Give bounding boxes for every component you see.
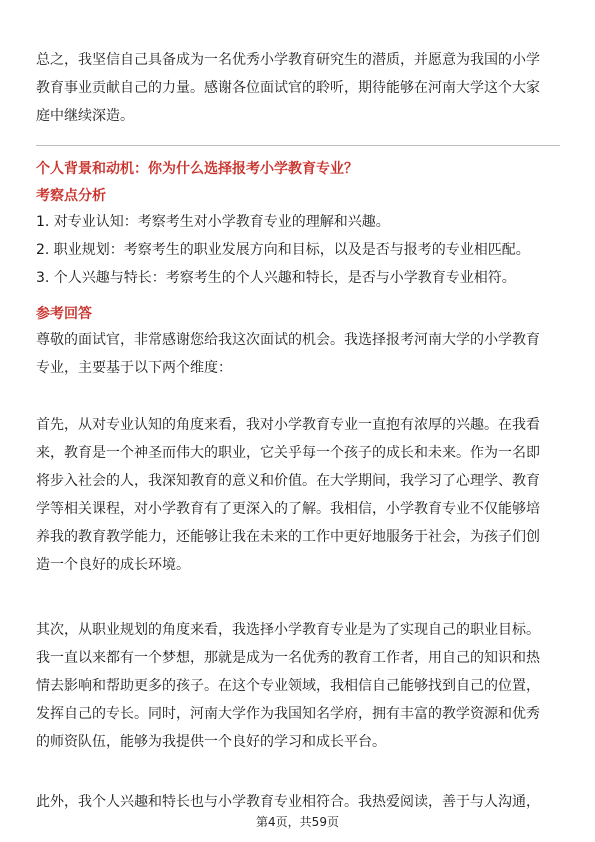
text-line: 总之，我坚信自己具备成为一名优秀小学教育研究生的潜质，并愿意为我国的小学 bbox=[36, 52, 540, 68]
text-line: 发挥自己的专长。同时，河南大学作为我国知名学府，拥有丰富的教学资源和优秀 bbox=[36, 706, 540, 722]
text-line: 其次，从职业规划的角度来看，我选择小学教育专业是为了实现自己的职业目标。 bbox=[36, 622, 540, 638]
text-line: 养我的教育教学能力，还能够让我在未来的工作中更好地服务于社会，为孩子们创 bbox=[36, 529, 540, 545]
answer-paragraph-4 bbox=[36, 788, 560, 816]
analysis-heading: 考察点分析 bbox=[36, 188, 106, 204]
text-line: 来，教育是一个神圣而伟大的职业，它关乎每一个孩子的成长和未来。作为一名即 bbox=[36, 445, 540, 461]
section-divider bbox=[36, 145, 560, 146]
text-line: 的师资队伍，能够为我提供一个良好的学习和成长平台。 bbox=[36, 734, 386, 750]
text-line: 尊敬的面试官，非常感谢您给我这次面试的机会。我选择报考河南大学的小学教育 bbox=[36, 332, 540, 348]
text-line: 首先，从对专业认知的角度来看，我对小学教育专业一直抱有浓厚的兴趣。在我看 bbox=[36, 417, 540, 433]
answer-paragraph-3 bbox=[36, 616, 560, 756]
text-line: 庭中继续深造。 bbox=[36, 108, 134, 124]
text-line: 我一直以来都有一个梦想，那就是成为一名优秀的教育工作者，用自己的知识和热 bbox=[36, 650, 540, 666]
text-line: 专业，主要基于以下两个维度： bbox=[36, 360, 232, 376]
page-number-footer: 第4页，共59页 bbox=[256, 815, 339, 829]
analysis-item: 1. 对专业认知：考察考生对小学教育专业的理解和兴趣。 bbox=[36, 214, 390, 230]
analysis-item: 3. 个人兴趣与特长：考察考生的个人兴趣和特长，是否与小学教育专业相符。 bbox=[36, 270, 516, 286]
answer-heading: 参考回答 bbox=[36, 306, 92, 322]
analysis-list bbox=[36, 208, 560, 292]
question-title: 个人背景和动机：你为什么选择报考小学教育专业？ bbox=[36, 161, 358, 177]
text-line: 将步入社会的人，我深知教育的意义和价值。在大学期间，我学习了心理学、教育 bbox=[36, 473, 540, 489]
text-line: 造一个良好的成长环境。 bbox=[36, 557, 190, 573]
text-line: 情去影响和帮助更多的孩子。在这个专业领域，我相信自己能够找到自己的位置， bbox=[36, 678, 540, 694]
conclusion-paragraph bbox=[36, 46, 560, 130]
text-line: 教育事业贡献自己的力量。感谢各位面试官的聆听，期待能够在河南大学这个大家 bbox=[36, 80, 540, 96]
text-line: 学等相关课程，对小学教育有了更深入的了解。我相信，小学教育专业不仅能够培 bbox=[36, 501, 540, 517]
analysis-item: 2. 职业规划：考察考生的职业发展方向和目标，以及是否与报考的专业相匹配。 bbox=[36, 242, 530, 258]
text-line: 此外，我个人兴趣和特长也与小学教育专业相符合。我热爱阅读，善于与人沟通， bbox=[36, 794, 540, 810]
answer-paragraph-1 bbox=[36, 326, 560, 382]
answer-paragraph-2 bbox=[36, 411, 560, 579]
